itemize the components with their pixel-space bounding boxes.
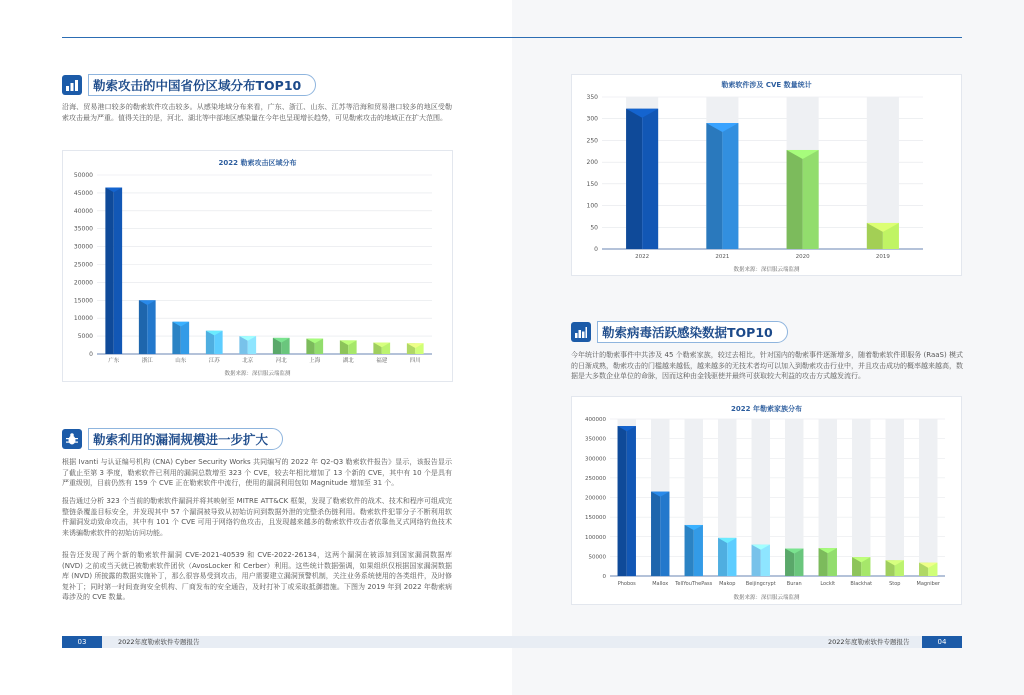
category-label: 福建 [376,358,388,364]
category-label: Beijingcrypt [745,581,776,587]
category-label: 上海 [309,358,321,364]
y-tick-label: 250000 [585,475,606,482]
category-label: 山东 [175,358,187,364]
y-tick-label: 45000 [73,189,93,197]
category-label: Mallox [652,581,669,587]
province-chart [62,150,453,382]
bar-side [761,545,770,576]
page-number-left: 03 [62,636,102,648]
chart-title: 2022 勒索攻击区域分布 [218,159,297,167]
category-label: 江苏 [208,358,220,364]
y-tick-label: 5000 [77,333,93,341]
y-tick-label: 0 [602,574,606,580]
category-label: Locklt [820,581,836,587]
y-tick-label: 300 [586,115,598,123]
page-number-right: 04 [922,636,962,648]
bar [139,300,147,354]
section-heading-family [571,321,788,343]
bar-side [722,123,738,249]
category-label: 广东 [108,358,120,364]
y-tick-label: 50000 [73,172,93,179]
bar-side [694,525,703,576]
bar [685,525,694,576]
bar-side [660,492,669,576]
category-label: 2022 [635,254,650,260]
y-tick-label: 0 [89,351,93,358]
y-tick-label: 200000 [585,495,606,502]
y-tick-label: 25000 [73,261,93,269]
bar [787,150,803,249]
category-label: 2020 [795,254,810,260]
bar [618,426,627,576]
y-tick-label: 300000 [585,456,606,463]
category-label: Makop [719,581,736,587]
section-heading-province [62,74,316,96]
bar-side [114,188,122,354]
category-label: TellYouThePass [675,581,713,587]
category-label: 北京 [242,358,254,364]
footer-title-right: 2022年度勒索软件专题报告 [828,638,910,646]
bug-icon [62,429,82,449]
section-title: 勒索攻击的中国省份区域分布TOP10 [88,74,316,96]
section-heading-vuln [62,428,283,450]
category-label: 2021 [715,254,730,260]
y-tick-label: 400000 [585,417,606,423]
bar-background [919,419,937,576]
y-tick-label: 50000 [588,554,606,561]
bar-side [727,538,736,576]
bar [626,109,642,249]
chart-title: 勒索软件涉及 CVE 数量统计 [721,81,812,89]
vuln-paragraph-2: 报告通过分析 323 个当前的勒索软件漏洞并将其映射至 MITRE ATT&CK 框架，发现了勒索软件的战术、技术和程序可组成完整链条覆盖目标安全，并发现其中 57 个漏洞被导致从初始访问到数据外泄的完整杀伤链利用。勒索软件犯罪分子不断利用软件漏洞发动致命攻击，其中有 101 个 CVE 可用于网络钓鱼攻击，且发现越来越多的勒索软件攻击者依靠鱼叉式网络钓鱼技术来诱骗勒索软件的初始访问功能。 [62,497,452,537]
y-tick-label: 35000 [73,225,93,233]
category-label: 浙江 [141,358,153,364]
category-label: Magniber [916,581,940,587]
bar-side [181,322,189,354]
map-chart-icon [62,75,82,95]
y-tick-label: 350 [586,94,598,101]
bar [651,492,660,576]
bar-background [886,419,904,576]
y-tick-label: 150 [586,180,598,188]
bar [752,545,761,576]
y-tick-label: 350000 [585,436,606,443]
bar-side [147,300,155,354]
y-tick-label: 200 [586,159,598,167]
bar-side [627,426,636,576]
category-label: 河北 [275,358,287,364]
category-label: 湖北 [342,358,354,364]
bar-chart-icon [571,322,591,342]
bar [172,322,180,354]
y-tick-label: 15000 [73,297,93,305]
bar-background [852,419,870,576]
chart-source: 数据来源：深信服云端监测 [733,595,800,601]
family-paragraph: 今年统计的勒索事件中共涉及 45 个勒索家族，较过去相比，针对国内的勒索事件逐渐增多，随着勒索软件即服务 (RaaS) 模式的日渐成熟，勒索攻击的门槛越来越低，越来越多的无技术者均可以加入到勒索攻击行业中，并且攻击成功的概率越来越高，数据是大多数企业单位的命脉，因而这种由金钱驱使并最终可获取较大利益的攻击方式越发流行。 [571,351,963,380]
y-tick-label: 100000 [585,534,606,541]
y-tick-label: 40000 [73,207,93,215]
category-label: Phobos [617,581,636,587]
cve-bar-chart [572,89,963,269]
cve-chart [571,74,962,276]
family-bar-chart [572,413,963,598]
y-tick-label: 0 [594,246,598,253]
bar [105,188,113,354]
y-tick-label: 20000 [73,279,93,287]
bar [706,123,722,249]
y-tick-label: 100 [586,202,598,210]
bar [718,538,727,576]
section-title: 勒索病毒活跃感染数据TOP10 [597,321,788,343]
bar-side [642,109,658,249]
category-label: 2019 [875,254,890,260]
vuln-paragraph-3: 报告还发现了两个新的勒索软件漏洞 CVE-2021-40539 和 CVE-2022-26134，这两个漏洞在被添加到国家漏洞数据库 (NVD) 之前或当天就已被勒索软件团伙（AvosLocker 和 Cerber）利用。这些统计数据强调，如果组织仅根据国家漏洞数据库 (NVD) 所披露的数据实施补丁，那么很容易受到攻击，用户需要建立漏洞预警机制，关注业务系统使用的各类组件，及时修复补丁；同时第一时间查询安全机构、厂商发布的安全通告，及时打补丁或采取抵御措施。下图为 2019 年到 2022 年勒索病毒涉及的 CVE 数量。 [62,551,452,601]
province-bar-chart [63,167,454,382]
category-label: Blackhat [850,581,873,587]
chart-source: 数据来源：深信服云端监测 [733,267,800,273]
chart-title: 2022 年勒索家族分布 [731,405,802,413]
section-paragraph: 沿海、贸易港口较多的勒索软件攻击较多。从感染地域分布来看，广东、浙江、山东、江苏等沿海和贸易港口较多的地区受勒索攻击最为严重。值得关注的是，河北、湖北等中部地区感染量在今年也呈现增长趋势，可见勒索攻击的地域正在扩大范围。 [62,103,452,122]
y-tick-label: 50 [590,224,598,232]
category-label: 四川 [409,358,421,364]
y-tick-label: 150000 [585,515,606,522]
section-title: 勒索利用的漏洞规模进一步扩大 [88,428,283,450]
top-rule-right [512,37,962,38]
category-label: Buran [786,581,802,587]
vuln-paragraph-1: 根据 Ivanti 与认证编号机构 (CNA) Cyber Security Works 共同编写的 2022 年 Q2-Q3 勒索软件报告》显示，该报告显示了截止至第 3 季度，勒索软件已利用的漏洞总数增至 323 个 CVE，较去年相比增加了 13 个新的 CVE，其中有 10 个是具有严重级别，目前仍然有 159 个 CVE 正在勒索软件中流行，使用的漏洞利用包如 Magnitude 增加至 31 个。 [62,458,452,487]
y-tick-label: 30000 [73,243,93,251]
footer-title-left: 2022年度勒索软件专题报告 [118,638,200,646]
category-label: Stop [889,581,901,587]
y-tick-label: 250 [586,137,598,145]
top-rule-left [62,37,512,38]
family-chart [571,396,962,605]
y-tick-label: 10000 [73,315,93,323]
bar-side [803,150,819,249]
chart-source: 数据来源：深信服云端监测 [224,371,291,377]
